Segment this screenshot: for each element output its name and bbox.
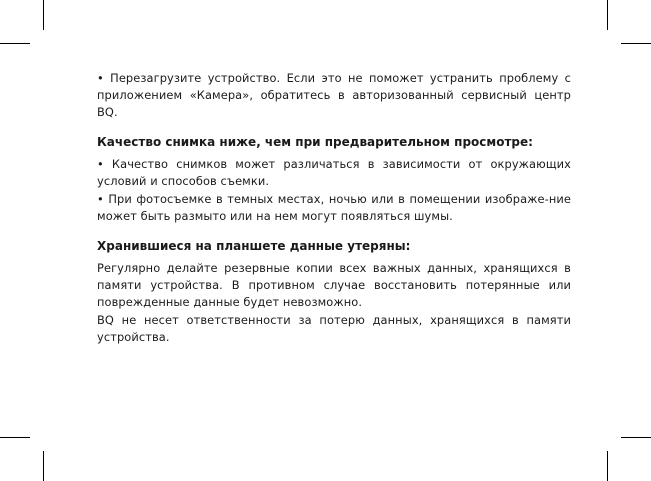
text-block — [97, 70, 571, 346]
paragraph-dark-conditions: • При фотосъемке в темных местах, ночью или в помещении изображе-ние может быть размыто или на нем могут появляться шумы. — [97, 192, 571, 223]
crop-mark-bottom-left-vertical — [43, 451, 44, 481]
paragraph-quality-conditions: • Качество снимков может различаться в зависимости от окружающих условий и способов съемки. — [97, 157, 571, 188]
paragraph-restart-device: • Перезагрузите устройство. Если это не поможет устранить проблему с приложением «Камера», обратитесь в авторизованный сервисный центр BQ. — [97, 71, 571, 119]
heading-data-lost: Хранившиеся на планшете данные утеряны: — [97, 239, 411, 253]
paragraph-liability: BQ не несет ответственности за потерю данных, хранящихся в памяти устройства. — [97, 313, 571, 344]
crop-mark-bottom-right-horizontal — [621, 437, 651, 438]
crop-mark-bottom-right-vertical — [607, 451, 608, 481]
crop-mark-top-left-horizontal — [0, 43, 30, 44]
paragraph-backup-advice: Регулярно делайте резервные копии всех важных данных, хранящихся в памяти устройства. В противном случае восстановить потерянные или поврежденные данные будет невозможно. — [97, 261, 571, 309]
crop-mark-bottom-left-horizontal — [0, 437, 30, 438]
crop-mark-top-right-vertical — [607, 0, 608, 30]
heading-image-quality: Качество снимка ниже, чем при предварительном просмотре: — [97, 135, 533, 149]
crop-mark-top-right-horizontal — [621, 43, 651, 44]
crop-mark-top-left-vertical — [43, 0, 44, 30]
